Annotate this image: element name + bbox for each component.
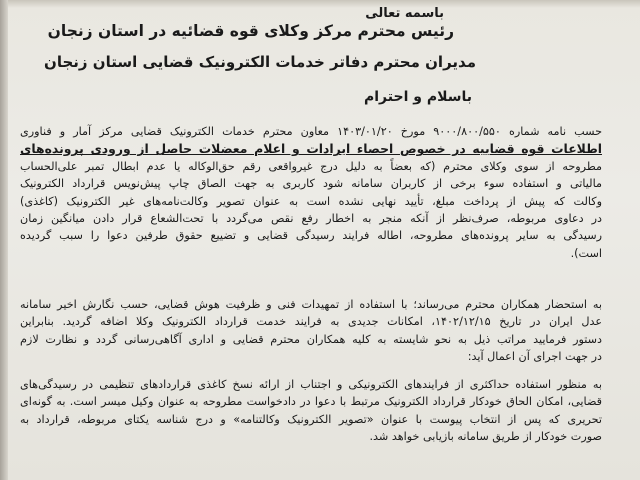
letter-heading-invocation: باسمه تعالی	[365, 6, 444, 21]
paragraph-1-line: اطلاعات قوه قضاییه در خصوص احصاء ایرادات و اعلام معضلات حاصل از ورودی پرونده‌های	[20, 141, 602, 157]
recipient-line-1: رئیس محترم مرکز وکلای قوه قضائیه در استان زنجان	[47, 22, 454, 40]
paragraph-1-line: حسب نامه شماره ۹۰۰۰/۸۰۰/۵۵۰ مورخ ۱۴۰۳/۰۱/۲۰ معاون محترم خدمات الکترونیک قضایی مرکز آمار و فناوری	[20, 125, 602, 138]
salutation: باسلام و احترام	[364, 89, 472, 105]
page-top-edge	[0, 0, 640, 8]
paragraph-1-line: مطروحه از سوی وکلای محترم (که بعضاً به دلیل درج غیرواقعی رقم حق‌الوکاله یا عدم ابطال تمبر علی‌الحساب	[20, 159, 602, 173]
paragraph-2	[20, 296, 602, 366]
paragraph-1-line: وکالت که پیش از پرداخت مبلغ، تأیید نهایی نشده است به عنوان تصویر وکالت‌نامه‌های غیر الکترونیک (کاغذی)	[20, 194, 602, 208]
paragraph-2-line: عدل ایران در تاریخ ۱۴۰۲/۱۲/۱۵، امکانات جدیدی به فرایند خدمت قرارداد الکترونیک وکلا اضافه گردید. بنابراین	[20, 315, 602, 329]
paragraph-1-line: رسیدگی به سایر پرونده‌های مطروحه، اطاله فرایند رسیدگی قضایی و تضییع حقوق طرفین دعوا را سبب گردیده	[20, 229, 602, 243]
paragraph-2-line: در جهت اجرای آن اعمال آید:	[467, 350, 602, 364]
paragraph-3-line: تحریری که پس از انتخاب پیوست با عنوان «تصویر الکترونیک وکالتنامه» و درج شناسه یکتای مربوطه، قرارداد به	[20, 412, 602, 426]
paragraph-1-line: است).	[570, 246, 602, 260]
paragraph-1	[20, 123, 602, 262]
paragraph-2-line: به استحضار همکاران محترم می‌رساند؛ با استفاده از تمهیدات فنی و ظرفیت هوش قضایی، حسب نگارش اخیر سامانه	[20, 298, 602, 311]
paragraph-3-line: به منظور استفاده حداکثری از فرایندهای الکترونیکی و اجتناب از ارائه نسخ کاغذی قراردادهای تنظیمی در رسیدگی‌های	[20, 378, 602, 391]
paragraph-2-line: دستور فرمایید مراتب ذیل به نحو شایسته به کلیه همکاران محترم قضایی و اداری آگاهی‌رسانی گردد و نظارت لازم	[20, 332, 602, 346]
paragraph-3	[20, 376, 602, 446]
paragraph-1-line: در دعاوی مربوطه، صرف‌نظر از آنکه منجر به اخطار رفع نقص می‌گردد با تحت‌الشعاع قرار دادن میانگین زمان	[20, 212, 602, 226]
paragraph-3-line: قضایی، امکان الحاق خودکار قرارداد الکترونیک مرتبط با دعوا در دادخواست مطروحه به عنوان وکیل میسر است. به گونه‌ای	[20, 395, 602, 409]
paragraph-1-line: مالیاتی و استفاده سوء برخی از کاربران سامانه شود کاربری به جهت الصاق چاپ پیش‌نویس قرارداد الکترونیک	[20, 177, 602, 191]
paragraph-3-line: صورت خودکار از طریق سامانه بازیابی خواهد شد.	[369, 430, 602, 444]
page-fold-shadow	[0, 0, 8, 480]
recipient-line-2: مدیران محترم دفاتر خدمات الکترونیک قضایی استان زنجان	[44, 53, 476, 71]
